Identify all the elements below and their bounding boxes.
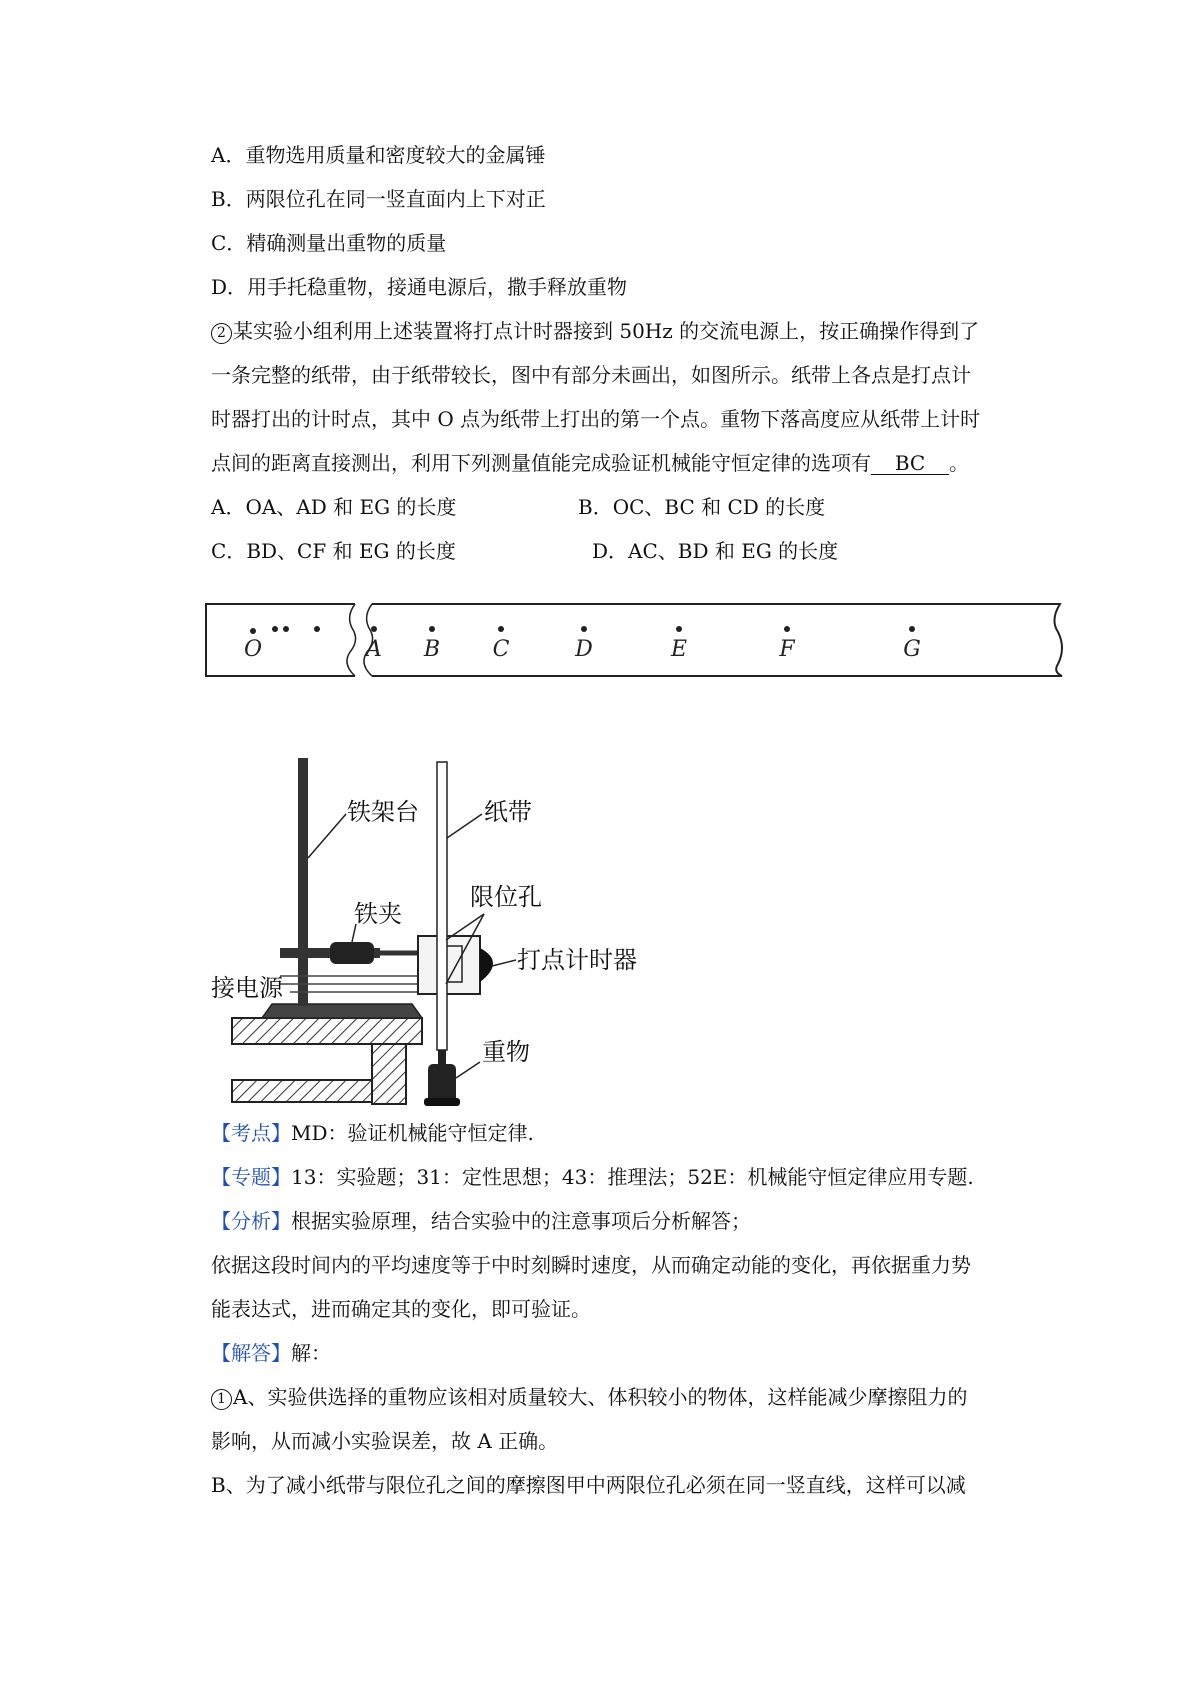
stand-base	[262, 1004, 422, 1018]
tape-label-f: F	[779, 637, 795, 662]
option-b1: B．两限位孔在同一竖直面内上下对正	[211, 187, 546, 211]
weight-foot	[424, 1098, 460, 1106]
part2-line-1: 2 某实验小组利用上述装置将打点计时器接到 50Hz 的交流电源上，按正确操作得到了	[211, 319, 979, 344]
part2-line-4: 点间的距离直接测出，利用下列测量值能完成验证机械能守恒定律的选项有 BC 。	[211, 451, 969, 475]
label-tape: 纸带	[484, 798, 532, 826]
label-hole: 限位孔	[470, 883, 542, 911]
answer-blank: BC	[871, 452, 949, 475]
tape-label-o: O	[243, 637, 263, 662]
weight-neck	[438, 1050, 446, 1066]
option-a1: A．重物选用质量和密度较大的金属锤	[211, 143, 546, 167]
solution-line-3: B、为了减小纸带与限位孔之间的摩擦图甲中两限位孔必须在同一竖直线，这样可以减	[211, 1473, 966, 1497]
jieda: 【解答】解：	[211, 1341, 331, 1365]
circled-number: 1	[211, 1389, 232, 1410]
circled-number: 2	[211, 323, 232, 344]
table-shelf	[232, 1080, 372, 1102]
fenxi-line-1: 依据这段时间内的平均速度等于中时刻瞬时速度，从而确定动能的变化，再依据重力势	[211, 1253, 971, 1277]
leader-stand	[308, 814, 346, 858]
tape-label-d: D	[575, 637, 593, 662]
tape-label-g: G	[903, 637, 921, 662]
part2-line-2: 一条完整的纸带，由于纸带较长，图中有部分未画出，如图所示。纸带上各点是打点计	[211, 363, 971, 387]
zhuanti: 【专题】13：实验题；31：定性思想；43：推理法；52E：机械能守恒定律应用专题.	[211, 1165, 974, 1189]
leader-weight	[456, 1062, 480, 1078]
option-d1: D．用手托稳重物，接通电源后，撒手释放重物	[211, 275, 628, 299]
solution-line-2: 影响，从而减小实验误差，故 A 正确。	[211, 1429, 559, 1453]
option-c1: C．精确测量出重物的质量	[211, 231, 447, 255]
tape-label-e: E	[670, 637, 688, 662]
timer-head	[480, 948, 493, 982]
timer-body	[418, 936, 480, 994]
leader-tape	[447, 814, 482, 838]
vertical-tape	[437, 762, 447, 1050]
label-stand: 铁架台	[347, 798, 419, 826]
part2-line-3: 时器打出的计时点，其中 O 点为纸带上打出的第一个点。重物下落高度应从纸带上计时	[211, 407, 981, 431]
label-weight: 重物	[482, 1038, 530, 1066]
label-timer: 打点计时器	[517, 946, 637, 974]
option-d2: D．AC、BD 和 EG 的长度	[592, 539, 839, 563]
tape-label-c: C	[492, 637, 510, 662]
option-c2: C．BD、CF 和 EG 的长度	[211, 539, 456, 563]
table-leg	[372, 1044, 406, 1104]
tape-label-a: A	[366, 637, 382, 662]
fenxi-line-2: 能表达式，进而确定其的变化，即可验证。	[211, 1297, 591, 1321]
kaodian: 【考点】MD：验证机械能守恒定律.	[211, 1121, 534, 1145]
stand-rod	[298, 758, 308, 1006]
fenxi: 【分析】根据实验原理，结合实验中的注意事项后分析解答；	[211, 1209, 751, 1233]
solution-line-1: 1 A、实验供选择的重物应该相对质量较大、体积较小的物体，这样能减少摩擦阻力的	[211, 1385, 967, 1410]
option-b2: B．OC、BC 和 CD 的长度	[578, 495, 826, 519]
table-top	[232, 1018, 422, 1044]
label-power: 接电源	[211, 974, 283, 1002]
tape-label-b: B	[423, 637, 441, 662]
clamp-handle	[330, 942, 374, 964]
leader-timer	[492, 960, 516, 966]
label-clamp: 铁夹	[354, 900, 402, 928]
option-a2: A．OA、AD 和 EG 的长度	[211, 495, 457, 519]
